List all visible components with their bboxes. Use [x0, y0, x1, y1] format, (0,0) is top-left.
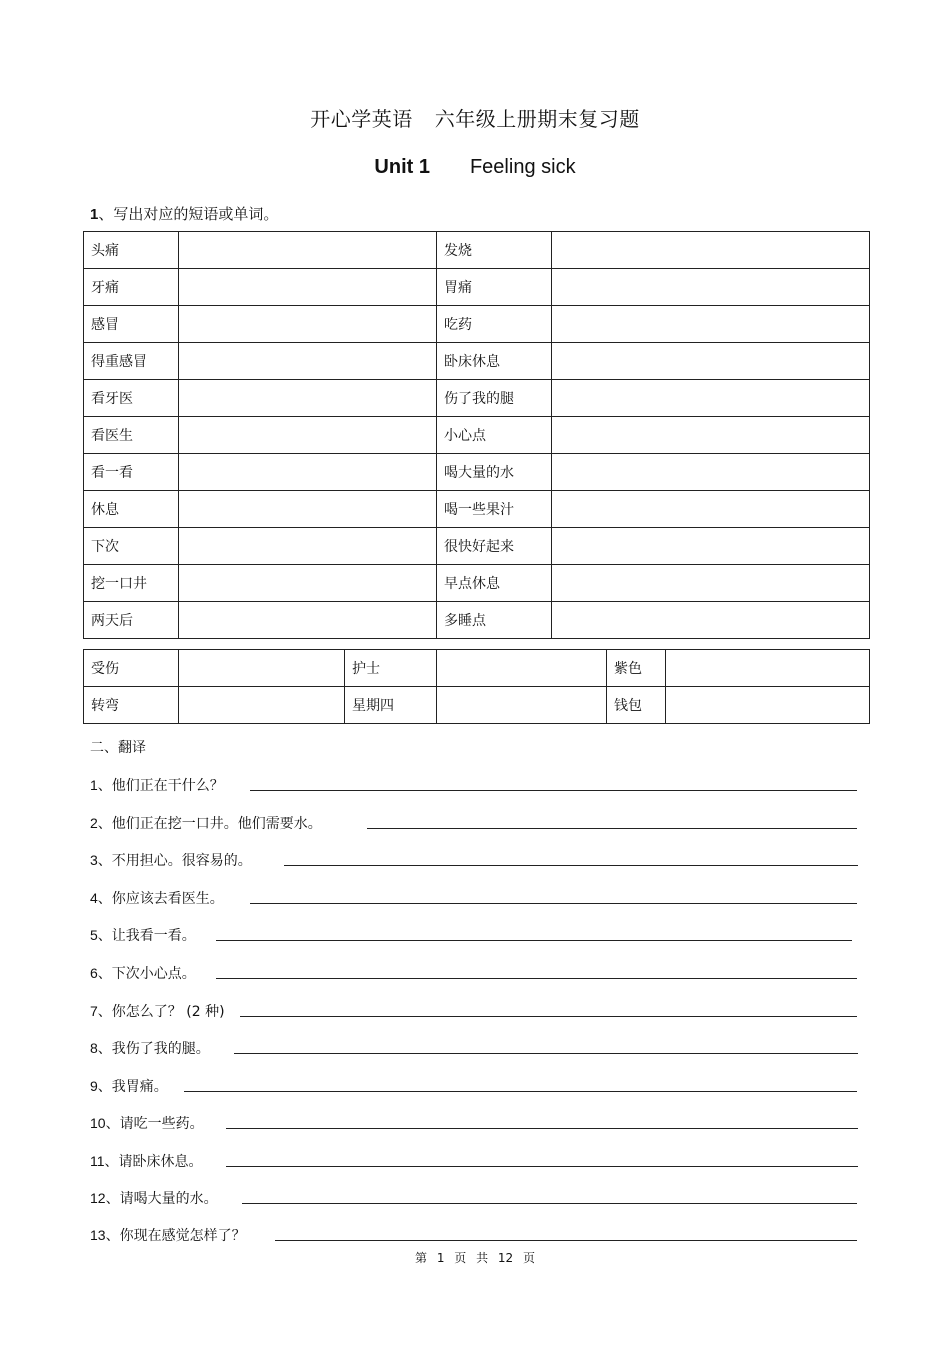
question-text: 、让我看一看。 — [97, 928, 196, 944]
answer-cell[interactable] — [552, 565, 870, 602]
vocab-row — [84, 528, 870, 565]
section1-label: 、写出对应的短语或单词。 — [98, 205, 279, 223]
vocab-term: 得重感冒 — [84, 343, 179, 380]
answer-cell[interactable] — [179, 528, 437, 565]
vocab-row — [84, 343, 870, 380]
title-right: 六年级上册期末复习题 — [434, 107, 640, 131]
answer-line[interactable] — [250, 790, 857, 791]
title-left: 开心学英语 — [310, 107, 413, 131]
translation-question — [90, 1188, 218, 1208]
question-text: 、请吃一些药。 — [105, 1116, 204, 1132]
vocab-term: 牙痛 — [84, 269, 179, 306]
vocab-term: 多睡点 — [437, 602, 552, 639]
vocab-term: 星期四 — [345, 687, 437, 724]
vocab-term: 紫色 — [607, 650, 666, 687]
vocab-term: 休息 — [84, 491, 179, 528]
unit-label: Unit 1 — [374, 156, 430, 178]
question-number: 5 — [90, 927, 98, 943]
translation-question — [90, 775, 224, 795]
vocab-term: 转弯 — [84, 687, 179, 724]
answer-line[interactable] — [284, 865, 858, 866]
vocab-term: 卧床休息 — [437, 343, 552, 380]
vocab-table — [83, 231, 870, 639]
answer-line[interactable] — [226, 1128, 858, 1129]
vocab-term: 护士 — [345, 650, 437, 687]
answer-cell[interactable] — [552, 454, 870, 491]
question-number: 4 — [90, 890, 98, 906]
vocab-row — [84, 380, 870, 417]
question-number: 1 — [90, 777, 98, 793]
translation-question — [90, 1038, 210, 1058]
question-text: 、你应该去看医生。 — [97, 891, 224, 907]
answer-cell[interactable] — [179, 380, 437, 417]
question-number: 7 — [90, 1003, 98, 1019]
answer-cell[interactable] — [179, 565, 437, 602]
answer-cell[interactable] — [179, 269, 437, 306]
translation-question — [90, 963, 196, 983]
answer-line[interactable] — [234, 1053, 858, 1054]
question-text: 、请卧床休息。 — [104, 1154, 203, 1170]
question-number: 13 — [90, 1227, 106, 1243]
vocab-term: 看牙医 — [84, 380, 179, 417]
vocab-table-extra — [83, 649, 870, 724]
vocab-term: 伤了我的腿 — [437, 380, 552, 417]
question-text: 、他们正在干什么？ — [97, 778, 224, 794]
question-number: 8 — [90, 1040, 98, 1056]
question-number: 12 — [90, 1190, 106, 1206]
question-text: 、他们正在挖一口井。他们需要水。 — [97, 816, 322, 832]
answer-cell[interactable] — [552, 343, 870, 380]
vocab-term: 两天后 — [84, 602, 179, 639]
vocab-row — [84, 454, 870, 491]
answer-cell[interactable] — [552, 269, 870, 306]
answer-line[interactable] — [226, 1166, 858, 1167]
translation-question — [90, 1225, 246, 1245]
answer-line[interactable] — [250, 903, 857, 904]
vocab-term: 吃药 — [437, 306, 552, 343]
vocab-term: 钱包 — [607, 687, 666, 724]
answer-line[interactable] — [216, 978, 857, 979]
answer-line[interactable] — [184, 1091, 857, 1092]
unit-heading — [0, 156, 950, 179]
page-footer: 第 1 页 共 12 页 — [415, 1251, 535, 1265]
answer-cell[interactable] — [179, 491, 437, 528]
vocab-term: 发烧 — [437, 232, 552, 269]
vocab-row — [84, 650, 870, 687]
section2-heading: 二、翻译 — [90, 740, 146, 756]
question-text: 、你怎么了？ (2 种) — [97, 1004, 225, 1020]
vocab-row — [84, 306, 870, 343]
answer-cell[interactable] — [552, 232, 870, 269]
question-text: 、不用担心。很容易的。 — [97, 853, 252, 869]
section1-number: 1 — [90, 206, 99, 223]
translation-question — [90, 1001, 225, 1021]
question-number: 9 — [90, 1078, 98, 1094]
vocab-row — [84, 602, 870, 639]
answer-cell[interactable] — [179, 417, 437, 454]
question-text: 、我胃痛。 — [97, 1079, 168, 1095]
vocab-term: 感冒 — [84, 306, 179, 343]
vocab-row — [84, 232, 870, 269]
answer-cell[interactable] — [552, 602, 870, 639]
vocab-row — [84, 491, 870, 528]
vocab-term: 小心点 — [437, 417, 552, 454]
vocab-term: 挖一口井 — [84, 565, 179, 602]
vocab-row — [84, 269, 870, 306]
answer-cell[interactable] — [552, 417, 870, 454]
vocab-term: 看一看 — [84, 454, 179, 491]
answer-cell[interactable] — [179, 306, 437, 343]
translation-question — [90, 1151, 203, 1171]
vocab-term: 受伤 — [84, 650, 179, 687]
translation-question — [90, 1076, 168, 1096]
question-number: 6 — [90, 965, 98, 981]
translation-question — [90, 1113, 204, 1133]
answer-cell[interactable] — [179, 343, 437, 380]
vocab-term: 胃痛 — [437, 269, 552, 306]
unit-name: Feeling sick — [469, 156, 576, 178]
answer-cell[interactable] — [552, 380, 870, 417]
answer-line[interactable] — [275, 1240, 857, 1241]
answer-cell[interactable] — [179, 454, 437, 491]
translation-question — [90, 813, 322, 833]
question-number: 2 — [90, 815, 98, 831]
question-number: 10 — [90, 1115, 106, 1131]
question-text: 、请喝大量的水。 — [105, 1191, 218, 1207]
answer-cell[interactable] — [179, 602, 437, 639]
answer-line[interactable] — [242, 1203, 857, 1204]
question-number: 3 — [90, 852, 98, 868]
vocab-term: 早点休息 — [437, 565, 552, 602]
answer-line[interactable] — [240, 1016, 857, 1017]
page-title — [0, 103, 950, 132]
section1-heading — [90, 203, 278, 224]
answer-cell[interactable] — [552, 306, 870, 343]
answer-cell[interactable] — [179, 687, 345, 724]
answer-line[interactable] — [216, 940, 852, 941]
vocab-term: 下次 — [84, 528, 179, 565]
answer-cell[interactable] — [552, 491, 870, 528]
question-text: 、你现在感觉怎样了？ — [105, 1228, 246, 1244]
vocab-term: 喝大量的水 — [437, 454, 552, 491]
answer-cell[interactable] — [666, 650, 870, 687]
question-text: 、下次小心点。 — [97, 966, 196, 982]
question-number: 11 — [90, 1153, 105, 1169]
answer-cell[interactable] — [437, 687, 607, 724]
answer-cell[interactable] — [666, 687, 870, 724]
vocab-term: 头痛 — [84, 232, 179, 269]
vocab-row — [84, 417, 870, 454]
translation-question — [90, 850, 252, 870]
vocab-term: 看医生 — [84, 417, 179, 454]
vocab-term: 很快好起来 — [437, 528, 552, 565]
answer-cell[interactable] — [179, 650, 345, 687]
translation-question — [90, 888, 224, 908]
answer-cell[interactable] — [179, 232, 437, 269]
question-text: 、我伤了我的腿。 — [97, 1041, 210, 1057]
vocab-row — [84, 687, 870, 724]
vocab-term: 喝一些果汁 — [437, 491, 552, 528]
translation-question — [90, 925, 196, 945]
vocab-row — [84, 565, 870, 602]
answer-cell[interactable] — [437, 650, 607, 687]
answer-cell[interactable] — [552, 528, 870, 565]
answer-line[interactable] — [367, 828, 857, 829]
